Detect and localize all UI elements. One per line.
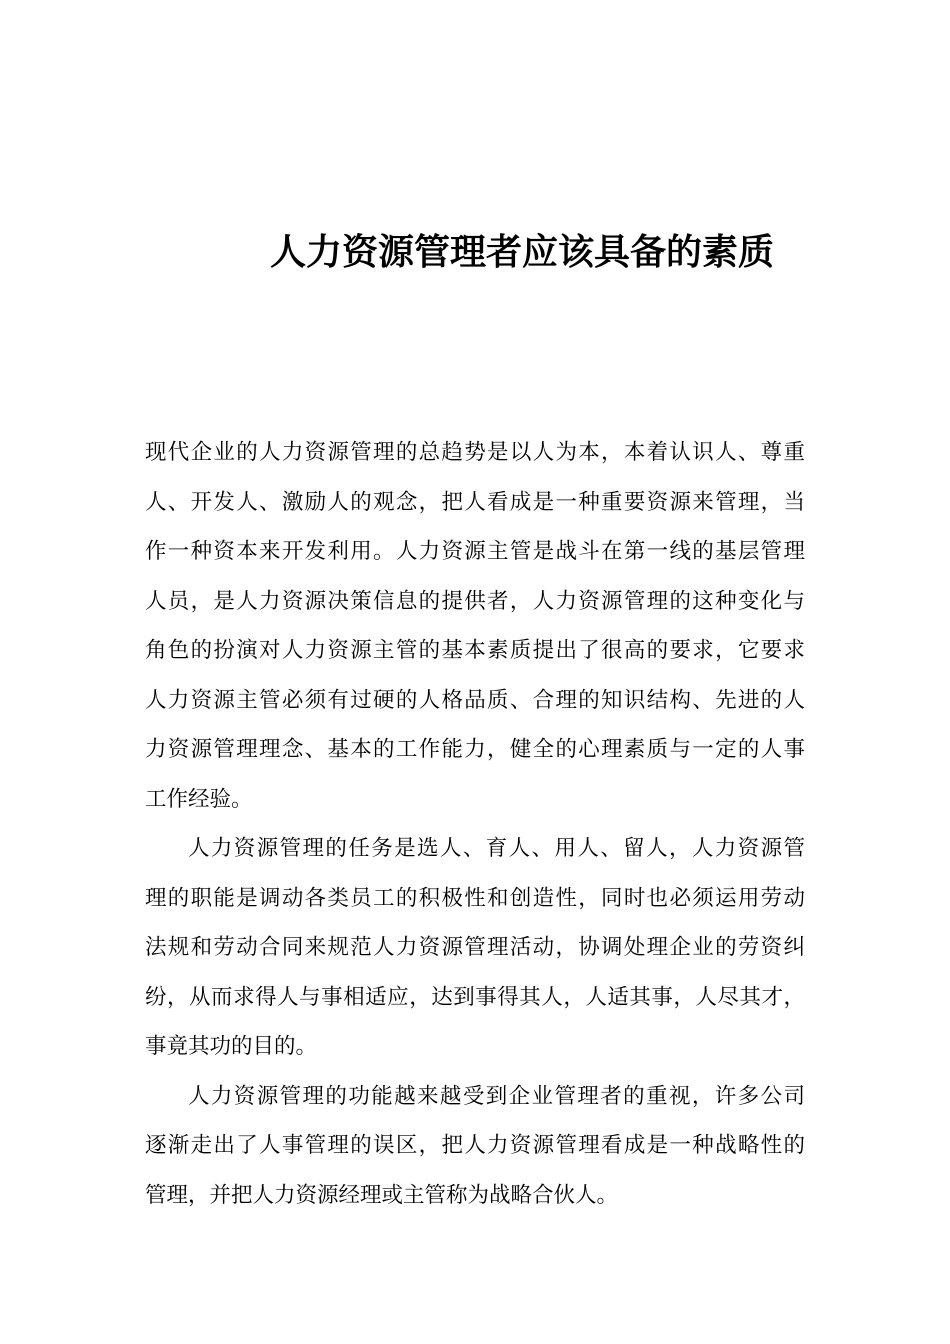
paragraph-line: 作一种资本来开发利用。人力资源主管是战斗在第一线的基层管理 (145, 539, 805, 564)
paragraph-line: 人、开发人、激励人的观念，把人看成是一种重要资源来管理，当 (145, 489, 805, 515)
paragraph-line: 人力资源管理的功能越来越受到企业管理者的重视，许多公司 (188, 1083, 805, 1109)
paragraph-2 (145, 824, 805, 1072)
document-body (145, 428, 805, 1220)
paragraph-line: 事竟其功的目的。 (145, 1034, 318, 1059)
paragraph-line: 角色的扮演对人力资源主管的基本素质提出了很高的要求，它要求 (145, 638, 805, 663)
paragraph-line: 理的职能是调动各类员工的积极性和创造性，同时也必须运用劳动 (145, 885, 805, 911)
paragraph-3 (145, 1072, 805, 1221)
document-title: 人力资源管理者应该具备的素质 (270, 231, 775, 273)
paragraph-line: 人力资源管理的任务是选人、育人、用人、留人，人力资源管 (188, 836, 805, 861)
paragraph-line: 纷，从而求得人与事相适应，达到事得其人，人适其事，人尽其才， (145, 984, 805, 1010)
paragraph-line: 力资源管理理念、基本的工作能力，健全的心理素质与一定的人事 (145, 737, 805, 762)
paragraph-line: 管理，并把人力资源经理或主管称为战略合伙人。 (145, 1182, 619, 1208)
paragraph-1 (145, 428, 805, 824)
paragraph-line: 工作经验。 (145, 786, 253, 812)
paragraph-line: 法规和劳动合同来规范人力资源管理活动，协调处理企业的劳资纠 (145, 935, 805, 960)
paragraph-line: 现代企业的人力资源管理的总趋势是以人为本，本着认识人、尊重 (145, 440, 805, 465)
paragraph-line: 人力资源主管必须有过硬的人格品质、合理的知识结构、先进的人 (145, 687, 805, 713)
paragraph-line: 逐渐走出了人事管理的误区，把人力资源管理看成是一种战略性的 (145, 1133, 805, 1158)
paragraph-line: 人员，是人力资源决策信息的提供者，人力资源管理的这种变化与 (145, 588, 805, 614)
